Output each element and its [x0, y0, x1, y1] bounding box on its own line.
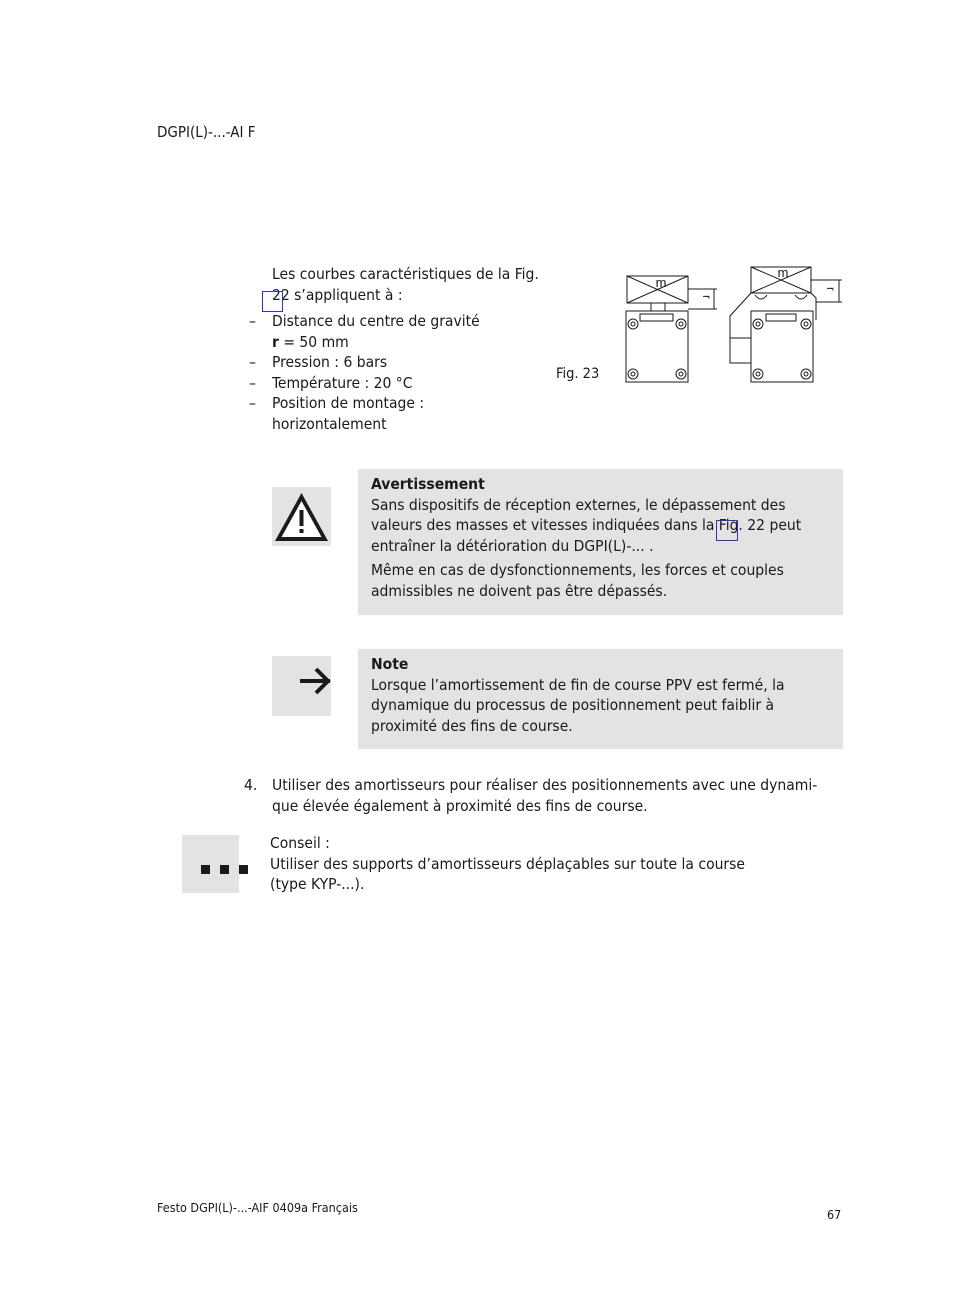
- note-icon-box: [272, 656, 331, 716]
- list-item: [249, 393, 542, 434]
- warning-triangle-icon: [272, 487, 331, 546]
- step-line: que élevée également à proximité des fins de course.: [272, 796, 648, 815]
- warning-icon-box: [272, 487, 331, 546]
- warning-content: [371, 474, 831, 601]
- warning-paragraph: Même en cas de dysfonctionnements, les forces et couples admissibles ne doivent pas être dépassés.: [371, 561, 784, 600]
- page-number: 67: [827, 1207, 842, 1222]
- note-text: Lorsque l’amortissement de fin de course PPV est fermé, la dynamique du processus de positionnement peut faiblir à proximité des fins de course.: [371, 675, 785, 735]
- list-item-line1: Position de montage :: [272, 394, 425, 412]
- distance-label: r: [824, 287, 838, 291]
- conditions-list: [249, 311, 542, 434]
- distance-label: r: [700, 295, 714, 299]
- selection-marker: [716, 520, 738, 541]
- list-item: [249, 311, 542, 352]
- note-title: Note: [371, 655, 409, 673]
- note-box: [358, 649, 843, 749]
- list-dash: –: [249, 353, 256, 371]
- warning-title: Avertissement: [371, 475, 485, 493]
- list-item-text: Température : 20 °C: [272, 373, 413, 392]
- arrow-right-icon: [272, 656, 331, 716]
- selection-marker: [262, 291, 283, 312]
- tip-icon-box: [182, 835, 239, 893]
- list-dash: –: [249, 373, 256, 392]
- list-item-bold: r: [272, 332, 279, 351]
- list-item-line1: Distance du centre de gravité: [272, 312, 480, 330]
- page-footer: Festo DGPI(L)-...-AIF 0409a Français: [157, 1200, 358, 1215]
- tip-line: Utiliser des supports d’amortisseurs déplaçables sur toute la course: [270, 854, 746, 873]
- intro-text: Les courbes caractéristiques de la Fig. 22 s’appliquent à :: [272, 265, 539, 304]
- figure-label: Fig. 23: [556, 366, 600, 382]
- figure-23-diagram: [620, 262, 845, 387]
- list-dash: –: [249, 394, 256, 412]
- list-item-text: Pression : 6 bars: [272, 353, 388, 371]
- list-item: [249, 352, 542, 373]
- tip-section: [270, 833, 830, 895]
- page-header: DGPI(L)-...-AI F: [157, 123, 256, 141]
- list-item-line2: [272, 332, 542, 353]
- step-text: [272, 775, 842, 816]
- tip-line: (type KYP-...).: [270, 875, 365, 893]
- warning-box: [358, 469, 843, 615]
- mass-label: m: [777, 265, 789, 280]
- note-content: [371, 654, 831, 736]
- warning-paragraph: Sans dispositifs de réception externes, le dépassement des valeurs des masses et vitesses indiquées dans la Fig. 22 peut entraîner la détérioration du DGPI(L)-... .: [371, 495, 802, 555]
- list-item-rest: = 50 mm: [278, 332, 349, 351]
- step-line: Utiliser des amortisseurs pour réaliser des positionnements avec une dynami-: [272, 776, 818, 794]
- list-item: [249, 373, 542, 394]
- list-item-line2: horizontalement: [272, 414, 387, 433]
- mass-label: m: [655, 275, 667, 290]
- list-dash: –: [249, 312, 256, 330]
- step-number: 4.: [244, 776, 258, 794]
- intro-section: [249, 264, 542, 434]
- tip-title: Conseil :: [270, 834, 330, 852]
